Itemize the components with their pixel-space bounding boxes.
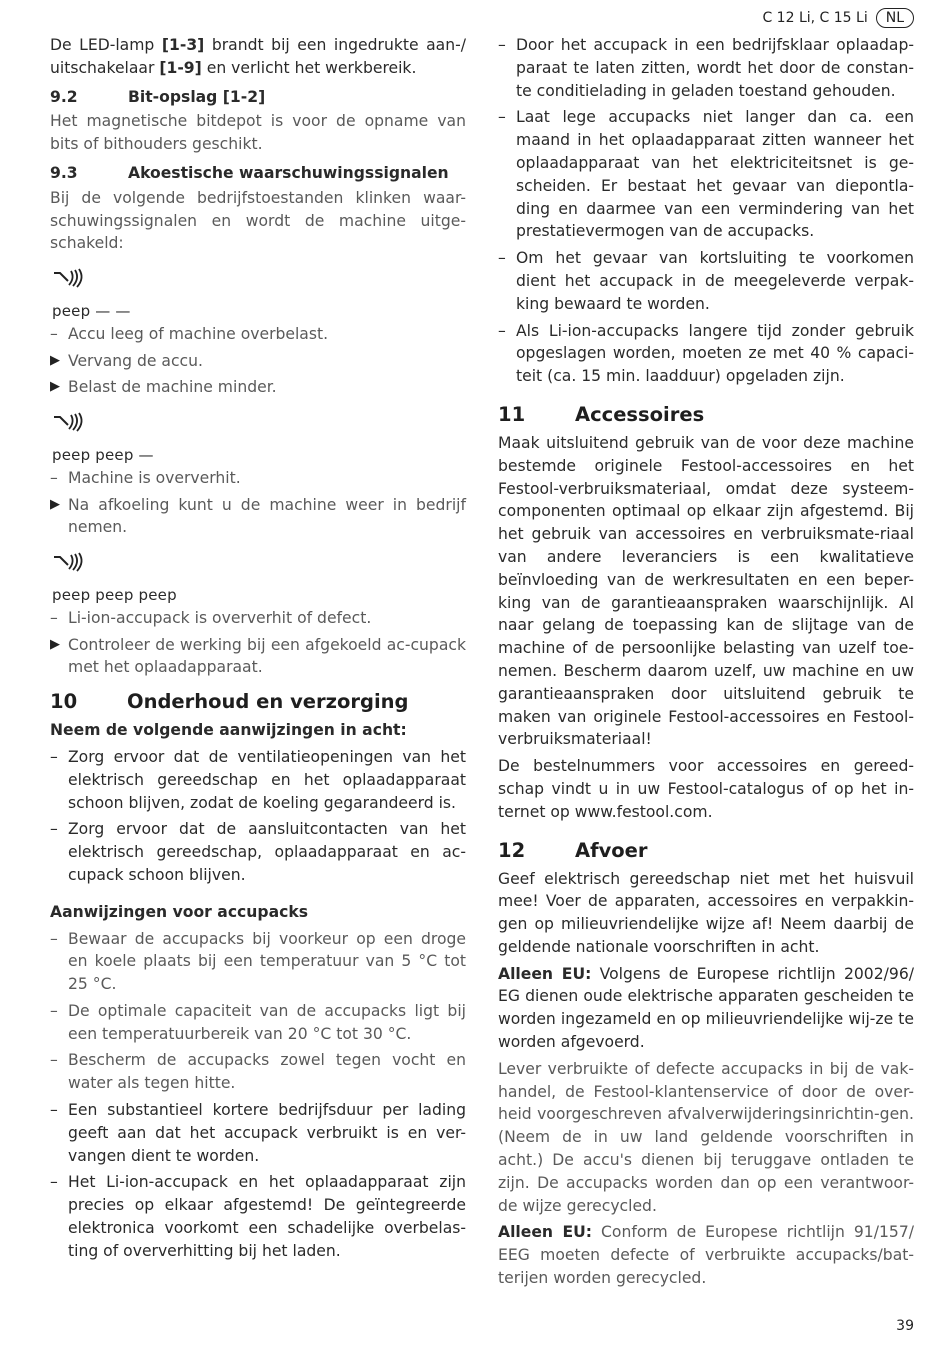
- section-10-subheading: Neem de volgende aanwijzingen in acht:: [50, 721, 407, 740]
- page-number: 39: [896, 1318, 914, 1334]
- signal-1-cause: – Accu leeg of machine overbelast.: [50, 324, 329, 343]
- signal-2-cause: – Machine is oververhit.: [50, 468, 241, 487]
- section-10-heading: 10 Onderhoud en verzorging: [50, 690, 409, 714]
- right-column: [498, 34, 914, 1294]
- sound-signal-icon: [52, 411, 92, 433]
- battery-note: – Als Li-ion-accupacks langere tijd zonder gebruik opgeslagen worden, moeten ze met 40 % capaci-teit (ca. 15 min. laadduur) opgeladen zijn.: [498, 321, 914, 386]
- language-badge: NL: [876, 8, 914, 28]
- signal-1-action-1: ▶ Vervang de accu.: [50, 351, 203, 370]
- signal-2-action-1: ▶ Na afkoeling kunt u de machine weer in bedrijf nemen.: [50, 495, 466, 537]
- section-9-3-text: Bij de volgende bedrijfstoestanden klinken waar-schuwingssignalen en wordt de machine uitge-schakeld:: [50, 188, 466, 253]
- accessories-text: Maak uitsluitend gebruik van de voor deze machine bestemde originele Festool-accessoires en het Festool-verbruiksmateriaal, omdat deze systeem-componenten optimaal op elkaar zijn afgestemd. Bij het gebruik van accessoires en verbruiksmate-riaal van andere leveranciers is een kwalitatieve beïnvloeding van de werkresultaten en een beper-king van de garantieaanspraken waarschijnlijk. Al naar gelang de toepassing kan de slijtage van de machine of de persoonlijke belasting van uzelf toe-nemen. Bescherm daarom uzelf, uw machine en uw garantieaanspraken door uitsluitend gebruik te maken van originele Festool-accessoires en Festool-verbruiksmateriaal!: [498, 433, 914, 749]
- disposal-battery-text: Lever verbruikte of defecte accupacks in bij de vak-handel, de Festool-klantenservice of door de over-heid voorgeschreven afvalverwijderingsinrichtin-gen. (Neem de in uw land geldende voorschriften in acht.) De accu's dienen bij teruggave ontladen te zijn. De accupacks worden dan op een verantwoor-de wijze gerecycled.: [498, 1059, 914, 1215]
- signal-pattern-1: peep — —: [52, 301, 131, 320]
- battery-note: – Bewaar de accupacks bij voorkeur op een droge en koele plaats bij een temperatuur van 5 °C tot 25 °C.: [50, 929, 466, 994]
- battery-note: – Om het gevaar van kortsluiting te voorkomen dient het accupack in de meegeleverde verpak-king bewaard te worden.: [498, 249, 914, 313]
- signal-3-action-1: ▶ Controleer de werking bij een afgekoeld ac-cupack met het oplaadapparaat.: [50, 635, 466, 677]
- model-label: C 12 Li, C 15 Li: [762, 10, 868, 26]
- section-9-2-heading: 9.2 Bit-opslag [1-2]: [50, 87, 266, 106]
- page-header: [762, 8, 914, 28]
- disposal-text: Geef elektrisch gereedschap niet met het huisvuil mee! Voer de apparaten, accessoires en verpakkin-gen op milieuvriendelijke wijze af! Neem daarbij de geldende nationale voorschriften in acht.: [498, 869, 914, 956]
- battery-note: – Een substantieel kortere bedrijfsduur per lading geeft aan dat het accupack verbruikt is en ver-vangen dient te worden.: [50, 1101, 466, 1165]
- sound-signal-icon: [52, 551, 92, 573]
- battery-notes-heading: Aanwijzingen voor accupacks: [50, 902, 308, 921]
- section-9-2-text: Het magnetische bitdepot is voor de opname van bits of bithouders geschikt.: [50, 112, 466, 154]
- battery-note: – Door het accupack in een bedrijfsklaar oplaadap-paraat te laten zitten, wordt het door de constan-te conditielading in geladen toestand gehouden.: [498, 36, 914, 100]
- battery-note: – De optimale capaciteit van de accupacks ligt bij een temperatuurbereik van 20 °C tot 30 °C.: [50, 1001, 466, 1043]
- section-12-heading: 12 Afvoer: [498, 838, 648, 862]
- section-11-heading: 11 Accessoires: [498, 402, 705, 426]
- sound-signal-icon: [52, 267, 92, 289]
- battery-note: – Bescherm de accupacks zowel tegen vocht en water als tegen hitte.: [50, 1051, 466, 1093]
- accessories-order-text: De bestelnummers voor accessoires en gereed-schap vindt u in uw Festool-catalogus of op het in-ternet op www.festool.com.: [498, 757, 914, 821]
- maintenance-item: – Zorg ervoor dat de aansluitcontacten van het elektrisch gereedschap, oplaadapparaat en ac-cupack schoon blijven.: [50, 820, 466, 884]
- left-column: [50, 34, 466, 1267]
- battery-note: – Het Li-ion-accupack en het oplaadapparaat zijn precies op elkaar afgestemd! De geïntegreerde elektronica voorkomt een schadelijke overbelas-ting of oververhitting bij het laden.: [50, 1173, 466, 1260]
- battery-note: – Laat lege accupacks niet langer dan ca. een maand in het oplaadapparaat zitten wanneer het oplaadapparaat van het elektriciteitsnet is ge-scheiden. Er bestaat het gevaar van diepontla-ding en daarmee van een vermindering van het prestatievermogen van de accupacks.: [498, 108, 914, 241]
- signal-1-action-2: ▶ Belast de machine minder.: [50, 378, 277, 397]
- signal-3-cause: – Li-ion-accupack is oververhit of defect.: [50, 608, 372, 627]
- section-9-3-heading: 9.3 Akoestische waarschuwingssignalen: [50, 163, 449, 182]
- disposal-eu-2: Alleen EU: Conform de Europese richtlijn 91/157/ EEG moeten defecte of verbruikte accupacks/bat-terijen worden gerecycled.: [498, 1223, 914, 1288]
- signal-pattern-2: peep peep —: [52, 445, 154, 464]
- maintenance-item: – Zorg ervoor dat de ventilatieopeningen van het elektrisch gereedschap en het oplaadapparaat schoon blijven, zodat de koeling gegarandeerd is.: [50, 747, 466, 812]
- signal-pattern-3: peep peep peep: [52, 585, 177, 604]
- disposal-eu-1: Alleen EU: Volgens de Europese richtlijn 2002/96/ EG dienen oude elektrische apparaten gescheiden te worden ingezameld en op milieuvriendelijke wij-ze te worden afgevoerd.: [498, 964, 914, 1052]
- led-intro: De LED-lamp [1-3] brandt bij een ingedrukte aan-/ uitschakelaar [1-9] en verlicht het werkbereik.: [50, 36, 466, 77]
